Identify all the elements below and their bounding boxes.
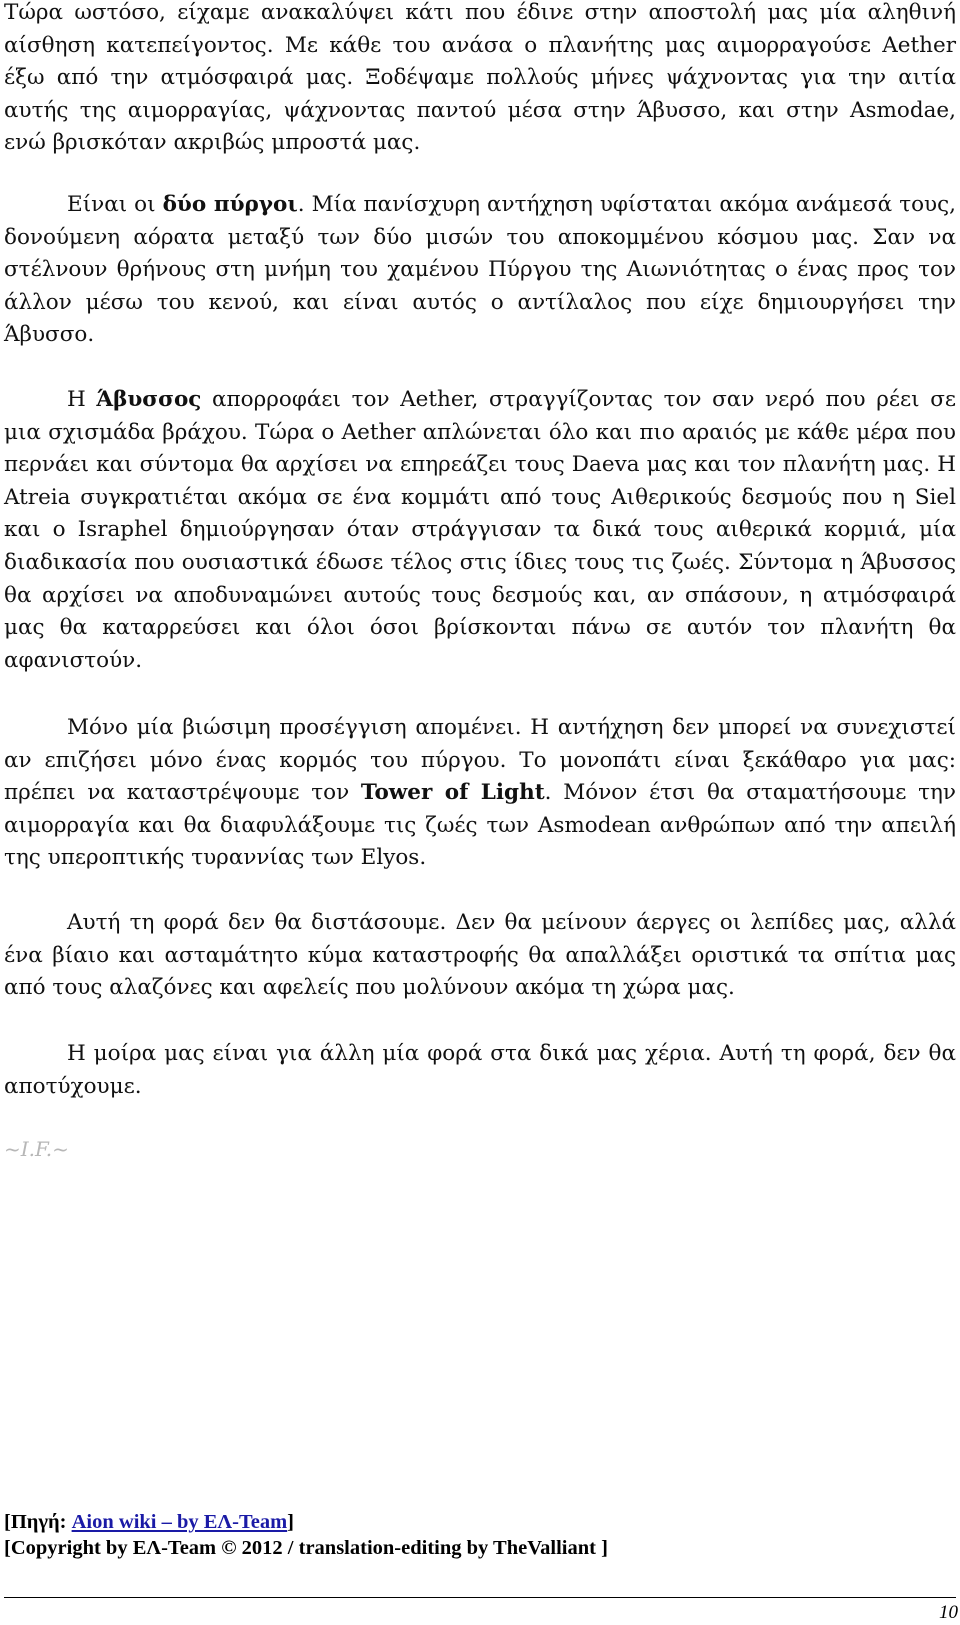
page-number: 10: [939, 1602, 958, 1623]
paragraph-6: Η μοίρα μας είναι για άλλη μία φορά στα δικά μας χέρια. Αυτή τη φορά, δεν θα αποτύχουμε.: [4, 1041, 956, 1099]
paragraph-3: [4, 384, 956, 677]
source-close-bracket: ]: [287, 1511, 294, 1533]
source-link[interactable]: Aion wiki – by ΕΛ-Team: [71, 1511, 288, 1533]
paragraph-2-text-start: Είναι οι: [67, 192, 163, 217]
paragraph-5: Αυτή τη φορά δεν θα διστάσουμε. Δεν θα μείνουν άεργες οι λεπίδες μας, αλλά ένα βίαιο και ασταμάτητο κύμα καταστροφής θα απαλλάξει οριστικά τα σπίτια μας από τους αλαζόνες και αφελείς που μολύνουν ακόμα τη χώρα μας.: [4, 910, 956, 1001]
paragraph-2-text-end: . Μία πανίσχυρη αντήχηση υφίσταται ακόμα ανάμεσά τους, δονούμενη αόρατα μεταξύ των δύο μισών του αποκομμένου κόσμου μας. Σαν να στέλνουν θρήνους στη μνήμη του χαμένου Πύργου της Αιωνιότητας ο ένας προς τον άλλον μέσω του κενού, και είναι αυτός ο αντίλαλος που είχε δημιουργήσει την Άβυσσο.: [4, 192, 956, 348]
paragraph-4: [4, 712, 956, 875]
footer-divider: [4, 1597, 956, 1598]
paragraph-4-text-start: Μόνο μία βιώσιμη προσέγγιση απομένει. Η αντήχηση δεν μπορεί να συνεχιστεί αν επιζήσει μόνο ένας κορμός του πύργου. Το μονοπάτι είναι ξεκάθαρο για μας: πρέπει να καταστρέψουμε τον: [4, 715, 956, 806]
source-line: [4, 1511, 294, 1534]
paragraph-1: Τώρα ωστόσο, είχαμε ανακαλύψει κάτι που έδινε στην αποστολή μας μία αληθινή αίσθηση κατεπείγοντος. Με κάθε του ανάσα ο πλανήτης μας αιμορραγούσε Aether έξω από την ατμόσφαιρά μας. Ξοδέψαμε πολλούς μήνες ψάχνοντας για την αιτία αυτής της αιμορραγίας, ψάχνοντας παντού μέσα στην Άβυσσο, και στην Asmodae, ενώ βρισκόταν ακριβώς μπροστά μας.: [4, 0, 956, 156]
paragraph-3-bold-term: Άβυσσος: [96, 387, 202, 412]
paragraph-3-text-end: απορροφάει τον Aether, στραγγίζοντας τον σαν νερό που ρέει σε μια σχισμάδα βράχου. Τώρα ο Aether απλώνεται όλο και πιο αραιός με κάθε μέρα που περνάει και σύντομα θα αρχίσει να επηρεάζει τους Daeva μας και τον πλανήτη μας. Η Atreia συγκρατιέται ακόμα σε ένα κομμάτι από τους Αιθερικούς δεσμούς που η Siel και ο Israphel δημιούργησαν όταν στράγγισαν τα δικά τους αιθερικά κορμιά, μία διαδικασία που ουσιαστικά έδωσε τέλος στις ίδιες τους τις ζωές. Σύντομα η Άβυσσος θα αρχίσει να αποδυναμώνει αυτούς τους δεσμούς και, αν σπάσουν, η ατμόσφαιρά μας θα καταρρεύσει και όλοι όσοι βρίσκονται πάνω σε αυτόν τον πλανήτη θα αφανιστούν.: [4, 387, 957, 673]
paragraph-2-bold-term: δύο πύργοι: [162, 192, 298, 217]
paragraph-3-text-start: Η: [67, 387, 97, 412]
copyright-line: [Copyright by ΕΛ-Team © 2012 / translation-editing by TheValliant ]: [4, 1537, 608, 1559]
paragraph-4-text-end: . Μόνον έτσι θα σταματήσουμε την αιμορραγία και θα διαφυλάξουμε τις ζωές των Asmodean ανθρώπων από την απειλή της υπεροπτικής τυραννίας των Elyos.: [4, 780, 957, 871]
signature: ~I.F.~: [4, 1137, 69, 1161]
source-label: [Πηγή:: [4, 1511, 72, 1533]
paragraph-2: [4, 189, 956, 352]
paragraph-4-bold-term: Tower of Light: [360, 780, 545, 806]
